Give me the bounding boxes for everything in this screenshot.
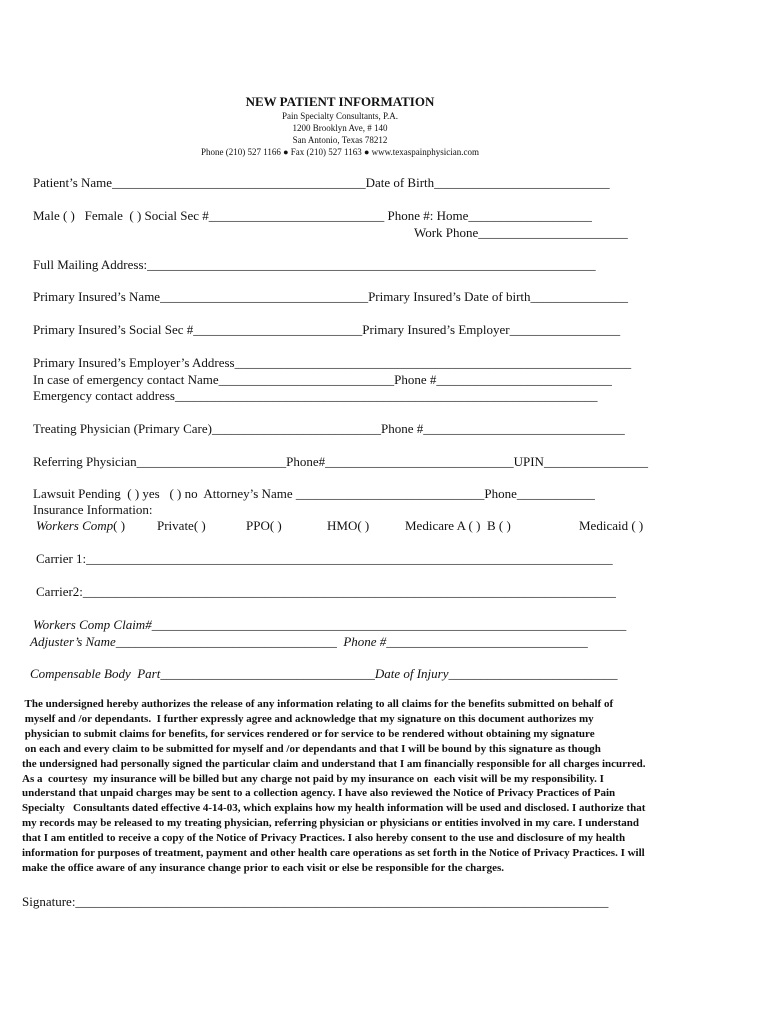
body-part-line[interactable]: Compensable Body Part_________________________________Date of Injury__________________________ [30,666,618,681]
insurance-workers-comp-option[interactable] [36,518,125,533]
authorization-line: information for purposes of treatment, payment and other health care operations as set forth in the Notice of Privacy Practices. I will [22,847,645,860]
practice-street: 1200 Brooklyn Ave, # 140 [292,123,388,133]
signature-line[interactable]: Signature:__________________________________________________________________________________ [22,894,609,909]
authorization-line: understand that unpaid charges may be sent to a collection agency. I have also reviewed the Notice of Privacy Practices of Pain [22,787,616,800]
insurance-label: Insurance Information: [33,502,153,517]
authorization-statement [22,697,744,876]
insured-ssn-line[interactable]: Primary Insured’s Social Sec #__________________________Primary Insured’s Employer_________________ [33,322,621,337]
insurance-medicare-option[interactable]: Medicare A ( ) B ( ) [405,518,511,533]
insurance-hmo-option[interactable]: HMO( ) [327,518,370,533]
authorization-line: on each and every claim to be submitted for myself and /or dependants and that I will be bound by this signature as though [22,742,601,755]
carrier-1-line[interactable]: Carrier 1:_________________________________________________________________________________ [36,551,613,566]
insurance-medicaid-option[interactable]: Medicaid ( ) [579,518,644,533]
authorization-line: myself and /or dependants. I further expressly agree and acknowledge that my signature on this document authorizes my [22,712,594,725]
form-title: NEW PATIENT INFORMATION [245,94,435,109]
authorization-line: that I am entitled to receive a copy of the Notice of Privacy Practices. I also hereby consent to the use and disclosure of my health [22,832,626,845]
lawsuit-line[interactable]: Lawsuit Pending ( ) yes ( ) no Attorney’s Name _____________________________Phone____________ [33,486,595,501]
practice-name: Pain Specialty Consultants, P.A. [281,111,398,121]
mailing-address-line[interactable]: Full Mailing Address:_____________________________________________________________________ [33,257,596,272]
work-phone-line[interactable]: Work Phone_______________________ [414,225,628,240]
workers-comp-claim-line[interactable]: Workers Comp Claim#_________________________________________________________________________ [33,617,627,632]
insured-employer-address-line[interactable]: Primary Insured’s Employer’s Address_____________________________________________________________ [33,355,632,370]
insurance-ppo-option[interactable]: PPO( ) [246,518,282,533]
practice-city: San Antonio, Texas 78212 [292,135,388,145]
authorization-line: The undersigned hereby authorizes the release of any information relating to all claims for the benefits submitted on behalf of [22,698,614,710]
sex-ssn-phone-line[interactable]: Male ( ) Female ( ) Social Sec #___________________________ Phone #: Home___________________ [33,208,592,223]
authorization-line: my records may be released to my treating physician, referring physician or physicians or entities involved in my care. I understand [22,817,640,830]
emergency-contact-line[interactable]: In case of emergency contact Name___________________________Phone #___________________________ [33,372,612,387]
insurance-private-option[interactable]: Private( ) [157,518,206,533]
workers-comp-checkbox[interactable]: ( ) [113,518,126,533]
authorization-line: the undersigned had personally signed the particular claim and understand that I am financially responsible for all charges incurred. [22,757,646,770]
referring-physician-line[interactable]: Referring Physician_______________________Phone#_____________________________UPIN________________ [33,454,648,469]
emergency-address-line[interactable]: Emergency contact address_________________________________________________________________ [33,388,598,403]
authorization-line: physician to submit claims for benefits, for services rendered or for service to be rendered without obtaining my signature [22,727,595,740]
authorization-line: make the office aware of any insurance change prior to each visit or else be responsible for the charges. [22,861,505,874]
patient-name-line[interactable]: Patient’s Name_______________________________________Date of Birth___________________________ [33,175,610,190]
authorization-line: Specialty Consultants dated effective 4-14-03, which explains how my health information will be used and disclosed. I authorize that [22,802,646,815]
carrier-2-line[interactable]: Carrier2:__________________________________________________________________________________ [36,584,616,599]
adjuster-line[interactable]: Adjuster’s Name__________________________________ Phone #_______________________________ [30,634,588,649]
insured-name-line[interactable]: Primary Insured’s Name________________________________Primary Insured’s Date of birth_______________ [33,289,629,304]
treating-physician-line[interactable]: Treating Physician (Primary Care)__________________________Phone #_______________________________ [33,421,625,436]
practice-contact: Phone (210) 527 1166 ● Fax (210) 527 1163 ● www.texaspainphysician.com [200,147,480,157]
authorization-line: As a courtesy my insurance will be billed but any charge not paid by my insurance on each visit will be my responsibility. I [22,772,604,785]
workers-comp-label: Workers Comp [36,518,114,533]
